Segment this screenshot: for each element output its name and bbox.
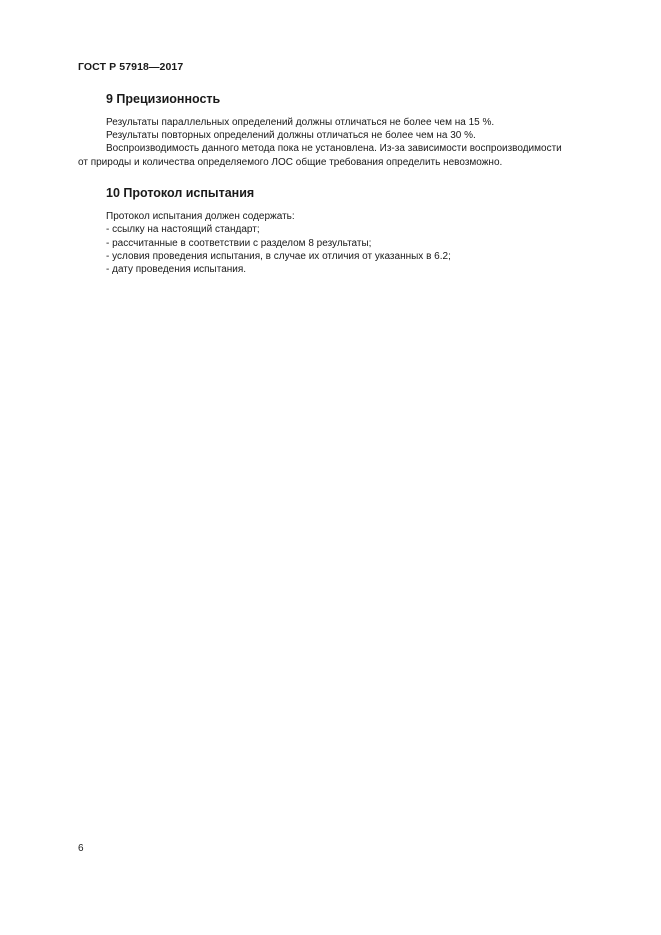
- section-9-paragraph-line: Результаты повторных определений должны отличаться не более чем на 30 %.: [106, 130, 476, 141]
- section-10-list-item: - условия проведения испытания, в случае их отличия от указанных в 6.2;: [106, 251, 451, 262]
- section-9-paragraph-line: Результаты параллельных определений должны отличаться не более чем на 15 %.: [106, 117, 495, 128]
- section-9-paragraph-line: Воспроизводимость данного метода пока не установлена. Из-за зависимости воспроизводимости: [106, 143, 562, 154]
- section-10-heading: 10 Протокол испытания: [106, 186, 255, 200]
- section-10-list-item: - ссылку на настоящий стандарт;: [106, 224, 260, 235]
- section-10-paragraph-line: Протокол испытания должен содержать:: [106, 211, 295, 222]
- section-10-list-item: - рассчитанные в соответствии с разделом 8 результаты;: [106, 238, 372, 249]
- section-9-paragraph-line: от природы и количества определяемого ЛОС общие требования определить невозможно.: [78, 157, 503, 168]
- page-number: 6: [78, 843, 84, 854]
- page-header-doc-id: ГОСТ Р 57918—2017: [78, 61, 184, 73]
- section-9-heading: 9 Прецизионность: [106, 92, 221, 106]
- section-10-list-item: - дату проведения испытания.: [106, 264, 247, 275]
